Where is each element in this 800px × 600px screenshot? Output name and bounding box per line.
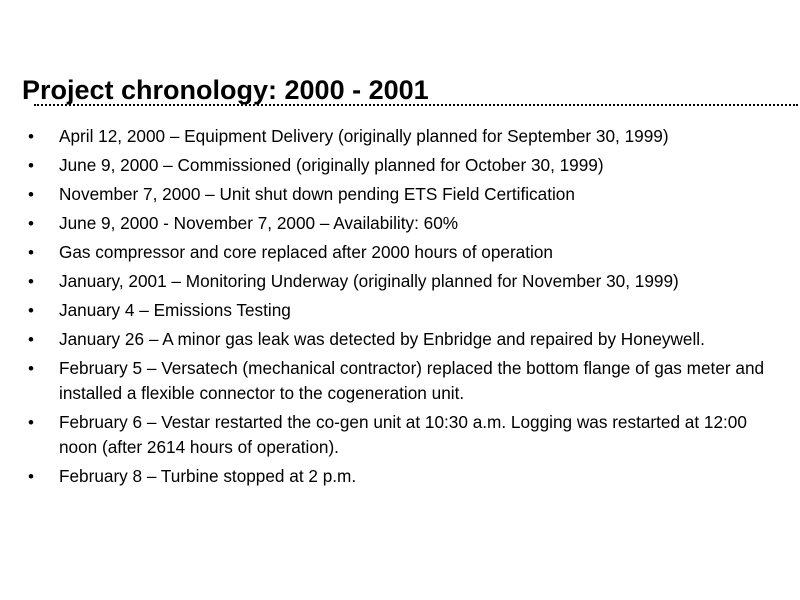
title-divider [34, 104, 798, 106]
list-item [28, 269, 780, 294]
list-item-text: January 4 – Emissions Testing [59, 300, 291, 320]
list-item-text: Gas compressor and core replaced after 2000 hours of operation [59, 242, 553, 262]
bullet-icon: • [28, 243, 34, 262]
bullet-icon: • [28, 127, 34, 146]
bullet-icon: • [28, 185, 34, 204]
slide-title: Project chronology: 2000 - 2001 [22, 75, 429, 105]
list-item-text: February 8 – Turbine stopped at 2 p.m. [59, 466, 357, 486]
list-item [28, 153, 780, 178]
list-item [28, 182, 780, 207]
bullet-icon: • [28, 413, 34, 432]
list-item-text: November 7, 2000 – Unit shut down pending ETS Field Certification [59, 184, 575, 204]
bullet-icon: • [28, 467, 34, 486]
list-item-text: February 5 – Versatech (mechanical contractor) replaced the bottom flange of gas meter and installed a flexible connector to the cogeneration unit. [59, 358, 765, 403]
list-item-text: January, 2001 – Monitoring Underway (originally planned for November 30, 1999) [59, 271, 679, 291]
bullet-icon: • [28, 359, 34, 378]
list-item-text: February 6 – Vestar restarted the co-gen unit at 10:30 a.m. Logging was restarted at 12:00 noon (after 2614 hours of operation). [59, 412, 747, 457]
list-item [28, 211, 780, 236]
list-item [28, 124, 780, 149]
bullet-icon: • [28, 330, 34, 349]
bullet-icon: • [28, 214, 34, 233]
bullet-icon: • [28, 156, 34, 175]
list-item [28, 410, 780, 460]
list-item [28, 464, 780, 489]
list-item-text: June 9, 2000 - November 7, 2000 – Availability: 60% [59, 213, 459, 233]
list-item [28, 356, 780, 406]
list-item-text: January 26 – A minor gas leak was detected by Enbridge and repaired by Honeywell. [59, 329, 705, 349]
list-item [28, 240, 780, 265]
list-item [28, 327, 780, 352]
list-item [28, 298, 780, 323]
list-item-text: April 12, 2000 – Equipment Delivery (originally planned for September 30, 1999) [59, 126, 669, 146]
bullet-icon: • [28, 301, 34, 320]
list-item-text: June 9, 2000 – Commissioned (originally planned for October 30, 1999) [59, 155, 604, 175]
bullet-icon: • [28, 272, 34, 291]
chronology-list [28, 124, 780, 493]
